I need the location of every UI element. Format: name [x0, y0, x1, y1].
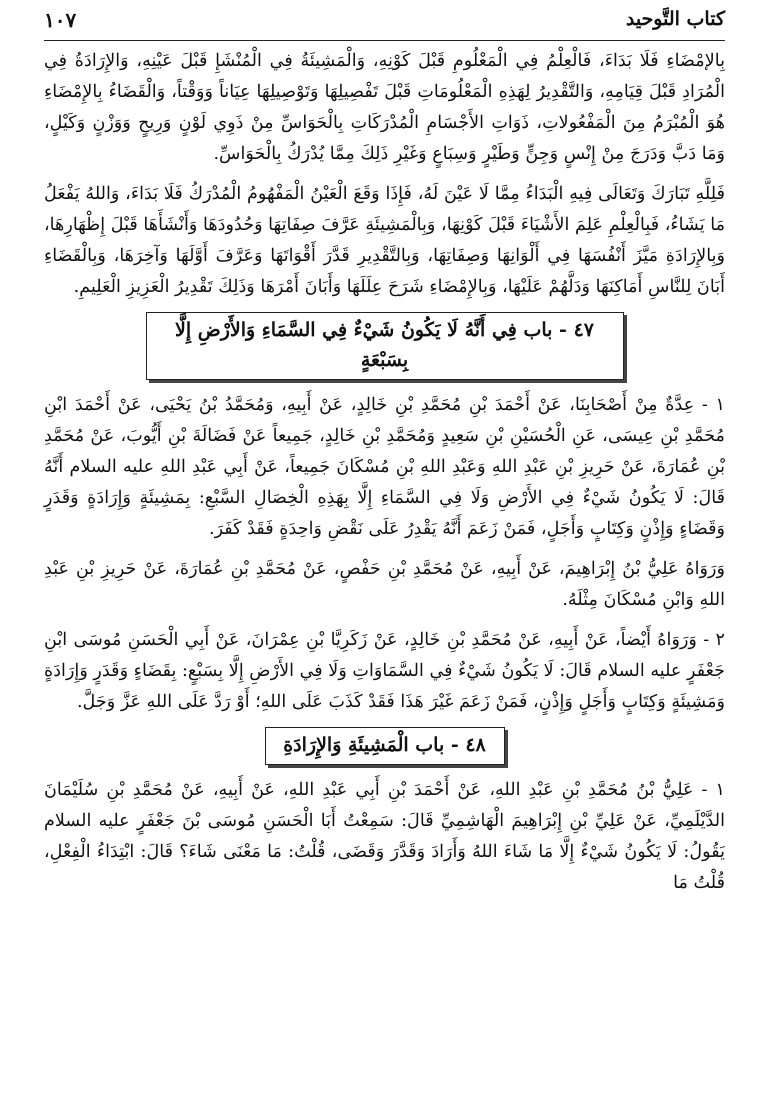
paragraph: بِالإمْضَاءِ فَلَا بَدَاءَ، فَالْعِلْمُ فِي الْمَعْلُومِ قَبْلَ كَوْنِهِ، وَالْمَشِيئَةُ فِي الْمُنْشَإِ قَبْلَ عَيْنِهِ، وَالإِرَادَةُ فِي الْمُرَادِ قَبْلَ قِيَامِهِ، وَالتَّقْدِيرُ لِهَذِهِ الْمَعْلُومَاتِ قَبْلَ تَفْصِيلِهَا وَتَوْصِيلِهَا عِيَاناً وَوَقْتاً، وَالْقَضَاءُ بِالإِمْضَاءِ هُوَ الْمُبْرَمُ مِنَ الْمَفْعُولاتِ، ذَوَاتِ الأَجْسَامِ الْمُدْرَكَاتِ بِالْحَوَاسِّ مِنْ ذَوِي لَوْنٍ وَرِيحٍ وَوَزْنٍ وَكَيْلٍ، وَمَا دَبَّ وَدَرَجَ مِنْ إِنْسٍ وَجِنٍّ وَطَيْرٍ وَسِبَاعٍ وَغَيْرِ ذَلِكَ مِمَّا يُدْرَكُ بِالْحَوَاسِّ. [44, 51, 725, 164]
chapter-heading-48: ٤٨ - باب الْمَشِيئَةِ وَالإِرَادَةِ [265, 727, 505, 765]
chapter-heading-48-wrap [44, 727, 725, 765]
hadith-paragraph: ١ - عَلِيُّ بْنُ مُحَمَّدِ بْنِ عَبْدِ اللهِ، عَنْ أَحْمَدَ بْنِ أَبِي عَبْدِ اللهِ، عَنْ أَبِيهِ، عَنْ مُحَمَّدِ بْنِ سُلَيْمَانَ الدَّيْلَمِيِّ، عَنْ عَلِيِّ بْنِ إِبْرَاهِيمَ الْهَاشِمِيِّ قَالَ: سَمِعْتُ أَبَا الْحَسَنِ مُوسَى بْنَ جَعْفَرٍ عليه السلام يَقُولُ: لَا يَكُونُ شَيْءٌ إِلَّا مَا شَاءَ اللهُ وَأَرَادَ وَقَدَّرَ وَقَضَى، قُلْتُ: مَا مَعْنَى شَاءَ؟ قَالَ: ابْتِدَاءُ الْفِعْلِ، قُلْتُ مَا [44, 780, 725, 893]
hadith-paragraph: ٢ - وَرَوَاهُ أَيْضاً، عَنْ أَبِيهِ، عَنْ مُحَمَّدِ بْنِ خَالِدٍ، عَنْ زَكَرِيَّا بْنِ عِمْرَانَ، عَنْ أَبِي الْحَسَنِ مُوسَى ابْنِ جَعْفَرٍ عليه السلام قَالَ: لَا يَكُونُ شَيْءٌ فِي السَّمَاوَاتِ وَلَا فِي الأَرْضِ إِلَّا بِسَبْعٍ: بِقَضَاءٍ وَقَدَرٍ وَإِرَادَةٍ وَمَشِيئَةٍ وَكِتَابٍ وَأَجَلٍ وَإِذْنٍ، فَمَنْ زَعَمَ غَيْرَ هَذَا فَقَدْ كَذَبَ عَلَى اللهِ؛ أَوْ رَدَّ عَلَى اللهِ عَزَّ وَجَلَّ. [44, 630, 725, 712]
paragraph: فَلِلَّهِ تَبَارَكَ وَتَعَالَى فِيهِ الْبَدَاءُ مِمَّا لَا عَيْنَ لَهُ، فَإِذَا وَقَعَ الْعَيْنُ الْمَفْهُومُ الْمُدْرَكُ فَلَا بَدَاءَ، وَاللهُ يَفْعَلُ مَا يَشَاءُ، فَبِالْعِلْمِ عَلِمَ الأَشْيَاءَ قَبْلَ كَوْنِهَا، وَبِالْمَشِيئَةِ عَرَّفَ صِفَاتِهَا وَحُدُودَهَا وَأَنْشَأَهَا قَبْلَ إِظْهَارِهَا، وَبِالإِرَادَةِ مَيَّزَ أَنْفُسَهَا فِي أَلْوَانِهَا وَصِفَاتِهَا، وَبِالتَّقْدِيرِ قَدَّرَ أَقْوَاتَهَا وَعَرَّفَ أَوَّلَهَا وَآخِرَهَا، وَبِالْقَضَاءِ أَبَانَ لِلنَّاسِ أَمَاكِنَهَا وَدَلَّهُمْ عَلَيْهَا، وَبِالإِمْضَاءِ شَرَحَ عِلَلَهَا وَأَبَانَ أَمْرَهَا وَذَلِكَ تَقْدِيرُ الْعَزِيزِ الْعَلِيمِ. [44, 184, 725, 297]
header-rule [44, 40, 725, 41]
book-title: كتاب التَّوحيد [625, 8, 725, 30]
chapter-heading-47-wrap [44, 312, 725, 380]
hadith-paragraph: وَرَوَاهُ عَلِيُّ بْنُ إِبْرَاهِيمَ، عَنْ أَبِيهِ، عَنْ مُحَمَّدِ بْنِ حَفْصٍ، عَنْ مُحَمَّدِ بْنِ عُمَارَةَ، عَنْ حَرِيزِ بْنِ عَبْدِ اللهِ وَابْنِ مُسْكَانَ مِثْلَهُ. [44, 559, 725, 610]
hadith-paragraph: ١ - عِدَّةٌ مِنْ أَصْحَابِنَا، عَنْ أَحْمَدَ بْنِ مُحَمَّدِ بْنِ خَالِدٍ، عَنْ أَبِيهِ، وَمُحَمَّدُ بْنُ يَحْيَى، عَنْ أَحْمَدَ ابْنِ مُحَمَّدِ بْنِ عِيسَى، عَنِ الْحُسَيْنِ بْنِ سَعِيدٍ وَمُحَمَّدِ بْنِ خَالِدٍ، جَمِيعاً عَنْ فَضَالَةَ بْنِ أَيُّوبَ، عَنْ مُحَمَّدِ بْنِ عُمَارَةَ، عَنْ حَرِيزِ بْنِ عَبْدِ اللهِ وَعَبْدِ اللهِ بْنِ مُسْكَانَ جَمِيعاً، عَنْ أَبِي عَبْدِ اللهِ عليه السلام أَنَّهُ قَالَ: لَا يَكُونُ شَيْءٌ فِي الأَرْضِ وَلَا فِي السَّمَاءِ إِلَّا بِهَذِهِ الْخِصَالِ السَّبْعِ: بِمَشِيئَةٍ وَإِرَادَةٍ وَقَدَرٍ وَقَضَاءٍ وَإِذْنٍ وَكِتَابٍ وَأَجَلٍ، فَمَنْ زَعَمَ أَنَّهُ يَقْدِرُ عَلَى نَقْضِ وَاحِدَةٍ فَقَدْ كَفَرَ. [44, 395, 725, 539]
page-number: ١٠٧ [44, 8, 77, 32]
page-header [44, 6, 725, 40]
chapter-heading-47: ٤٧ - باب فِي أَنَّهُ لَا يَكُونُ شَيْءٌ فِي السَّمَاءِ وَالأَرْضِ إِلَّا بِسَبْعَةٍ [146, 312, 624, 380]
page-body [44, 46, 725, 908]
